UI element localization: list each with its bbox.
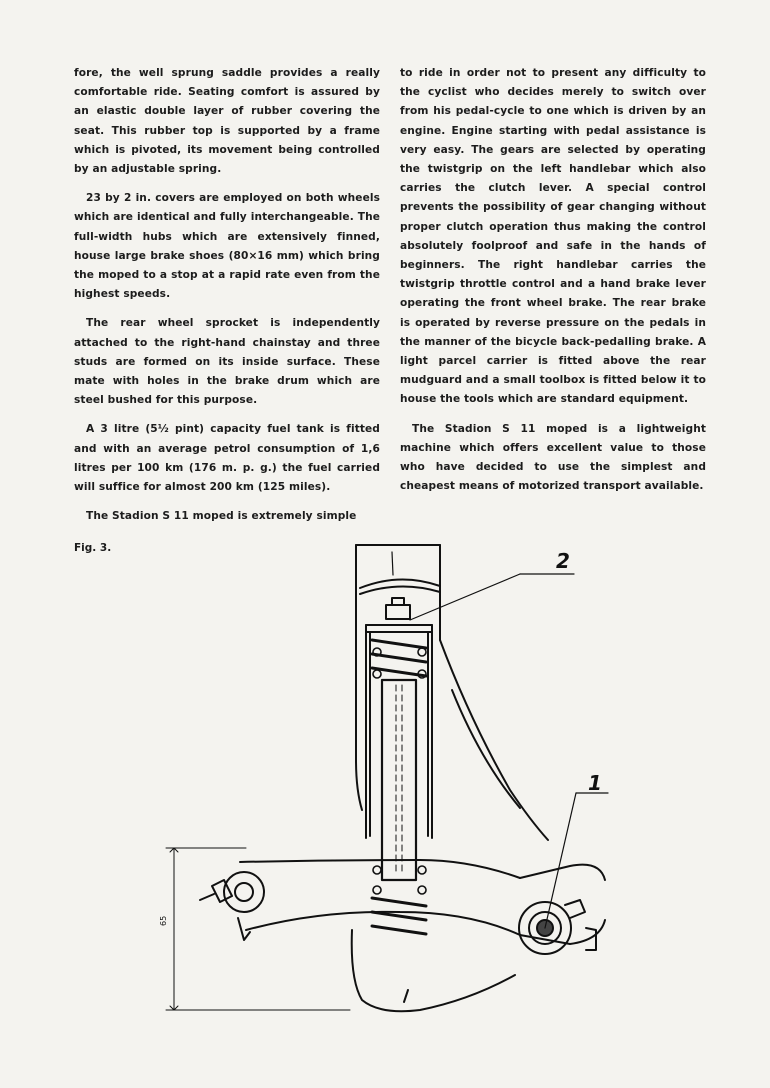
paragraph-riding: to ride in order not to present any difficulty to the cyclist who decides merely to switch over from his pedal-cycle to one which is driven by an engine. Engine starting with pedal assistance is very easy. The gears are selected by operating the twistgrip on the left handlebar which also carries the clutch lever. A special control prevents the possibility of gear changing without proper clutch operation thus making the control absolutely foolproof and safe in the hands of beginners. The right handlebar carries the twistgrip throttle control and a hand brake lever operating the front wheel brake. The rear brake is operated by reverse pressure on the pedals in the manner of the bicycle back-pedalling brake. A light parcel carrier is fitted above the rear mudguard and a small toolbox is fitted below it to house the tools which are standard equipment.	[400, 67, 706, 406]
callout-2: 2	[556, 549, 570, 573]
figure-label: Fig. 3.	[74, 542, 112, 554]
dimension-65	[166, 848, 350, 1010]
paragraph-covers: 23 by 2 in. covers are employed on both wheels which are identical and fully interchangeable. The full-width hubs which are extensively finned, house large brake shoes (80×16 mm) which bring the moped to a stop at a rapid rate even from the highest speeds.	[74, 192, 380, 301]
callout-1: 1	[588, 771, 602, 795]
paragraph-simple: The Stadion S 11 moped is extremely simple	[86, 510, 357, 523]
fork-blade	[440, 640, 548, 840]
paragraph-fuel-tank: A 3 litre (5½ pint) capacity fuel tank is fitted and with an average petrol consumption of 1,6 litres per 100 km (176 m. p. g.) the fuel carried will suffice for almost 200 km (125 miles).	[74, 423, 380, 494]
left-pivot	[200, 872, 264, 940]
paragraph-value: The Stadion S 11 moped is a lightweight machine which offers excellent value to those who have decided to use the simplest and cheapest means of motorized transport available.	[400, 422, 706, 493]
damper-rod	[382, 680, 416, 880]
mudguard-curve	[352, 930, 515, 1011]
wheel-spindle	[519, 900, 596, 954]
paragraph-saddle: fore, the well sprung saddle provides a really comfortable ride. Seating comfort is assured by an elastic double layer of rubber covering the seat. This rubber top is supported by a frame which is pivoted, its movement being controlled by an adjustable spring.	[74, 67, 380, 176]
spring-cap	[366, 598, 432, 838]
lower-spring	[372, 898, 426, 934]
paragraph-sprocket: The rear wheel sprocket is independently attached to the right-hand chainstay and three studs are formed on its inside surface. These mate with holes in the brake drum which are steel bushed for this purpose.	[74, 317, 380, 407]
dimension-label: 65	[159, 915, 168, 926]
